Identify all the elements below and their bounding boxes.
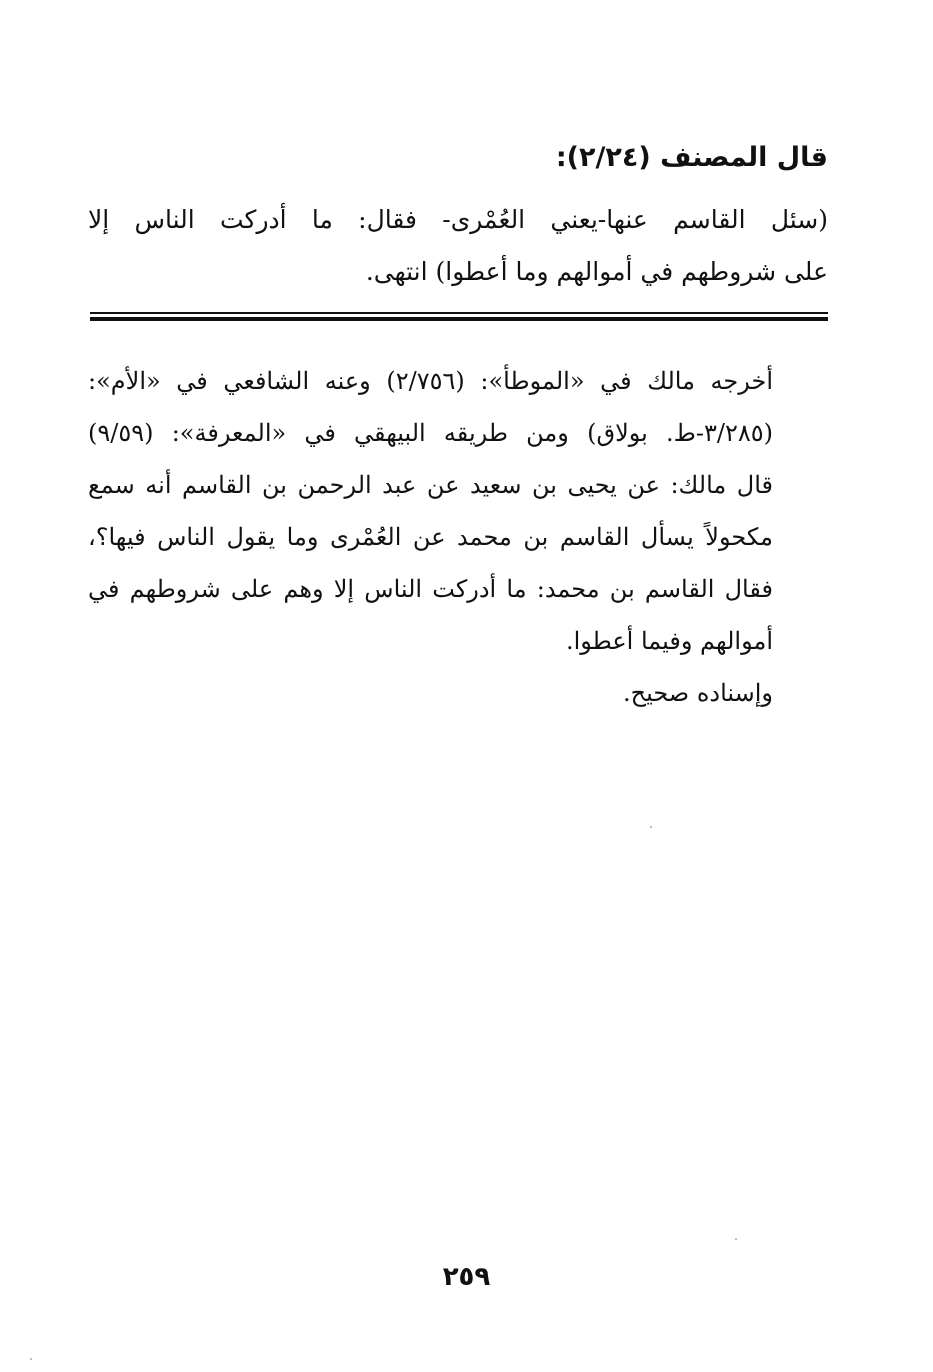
quote-line: على شروطهم في أموالهم وما أعطوا) انتهى.	[365, 257, 828, 286]
footnote-line: قال مالك: عن يحيى بن سعيد عن عبد الرحمن بن القاسم أنه سمع	[88, 471, 773, 499]
section-heading: قال المصنف (٢/٢٤):	[555, 142, 828, 173]
quote-line: (سئل القاسم عنها-يعني العُمْرى- فقال: ما أدركت الناس إلا	[88, 205, 828, 234]
scan-speck	[30, 1358, 32, 1360]
scan-speck	[735, 1238, 737, 1240]
separator-line-thin	[90, 312, 828, 314]
footnote-line: مكحولاً يسأل القاسم بن محمد عن العُمْرى وما يقول الناس فيها؟،	[88, 523, 773, 551]
quoted-text	[88, 194, 828, 298]
page-number: ٢٥٩	[442, 1262, 491, 1292]
separator-line-thick	[90, 317, 828, 321]
footnote-line: فقال القاسم بن محمد: ما أدركت الناس إلا وهم على شروطهم في	[88, 575, 773, 603]
scan-speck	[650, 826, 652, 828]
footnote-text	[88, 355, 773, 719]
isnad-verdict: وإسناده صحيح.	[622, 679, 773, 707]
footnote-line: (٣/٢٨٥-ط. بولاق) ومن طريقه البيهقي في «المعرفة»: (٩/٥٩)	[88, 419, 773, 447]
footnote-line: أخرجه مالك في «الموطأ»: (٢/٧٥٦) وعنه الشافعي في «الأم»:	[88, 367, 773, 395]
footnote-line: أموالهم وفيما أعطوا.	[565, 627, 773, 655]
